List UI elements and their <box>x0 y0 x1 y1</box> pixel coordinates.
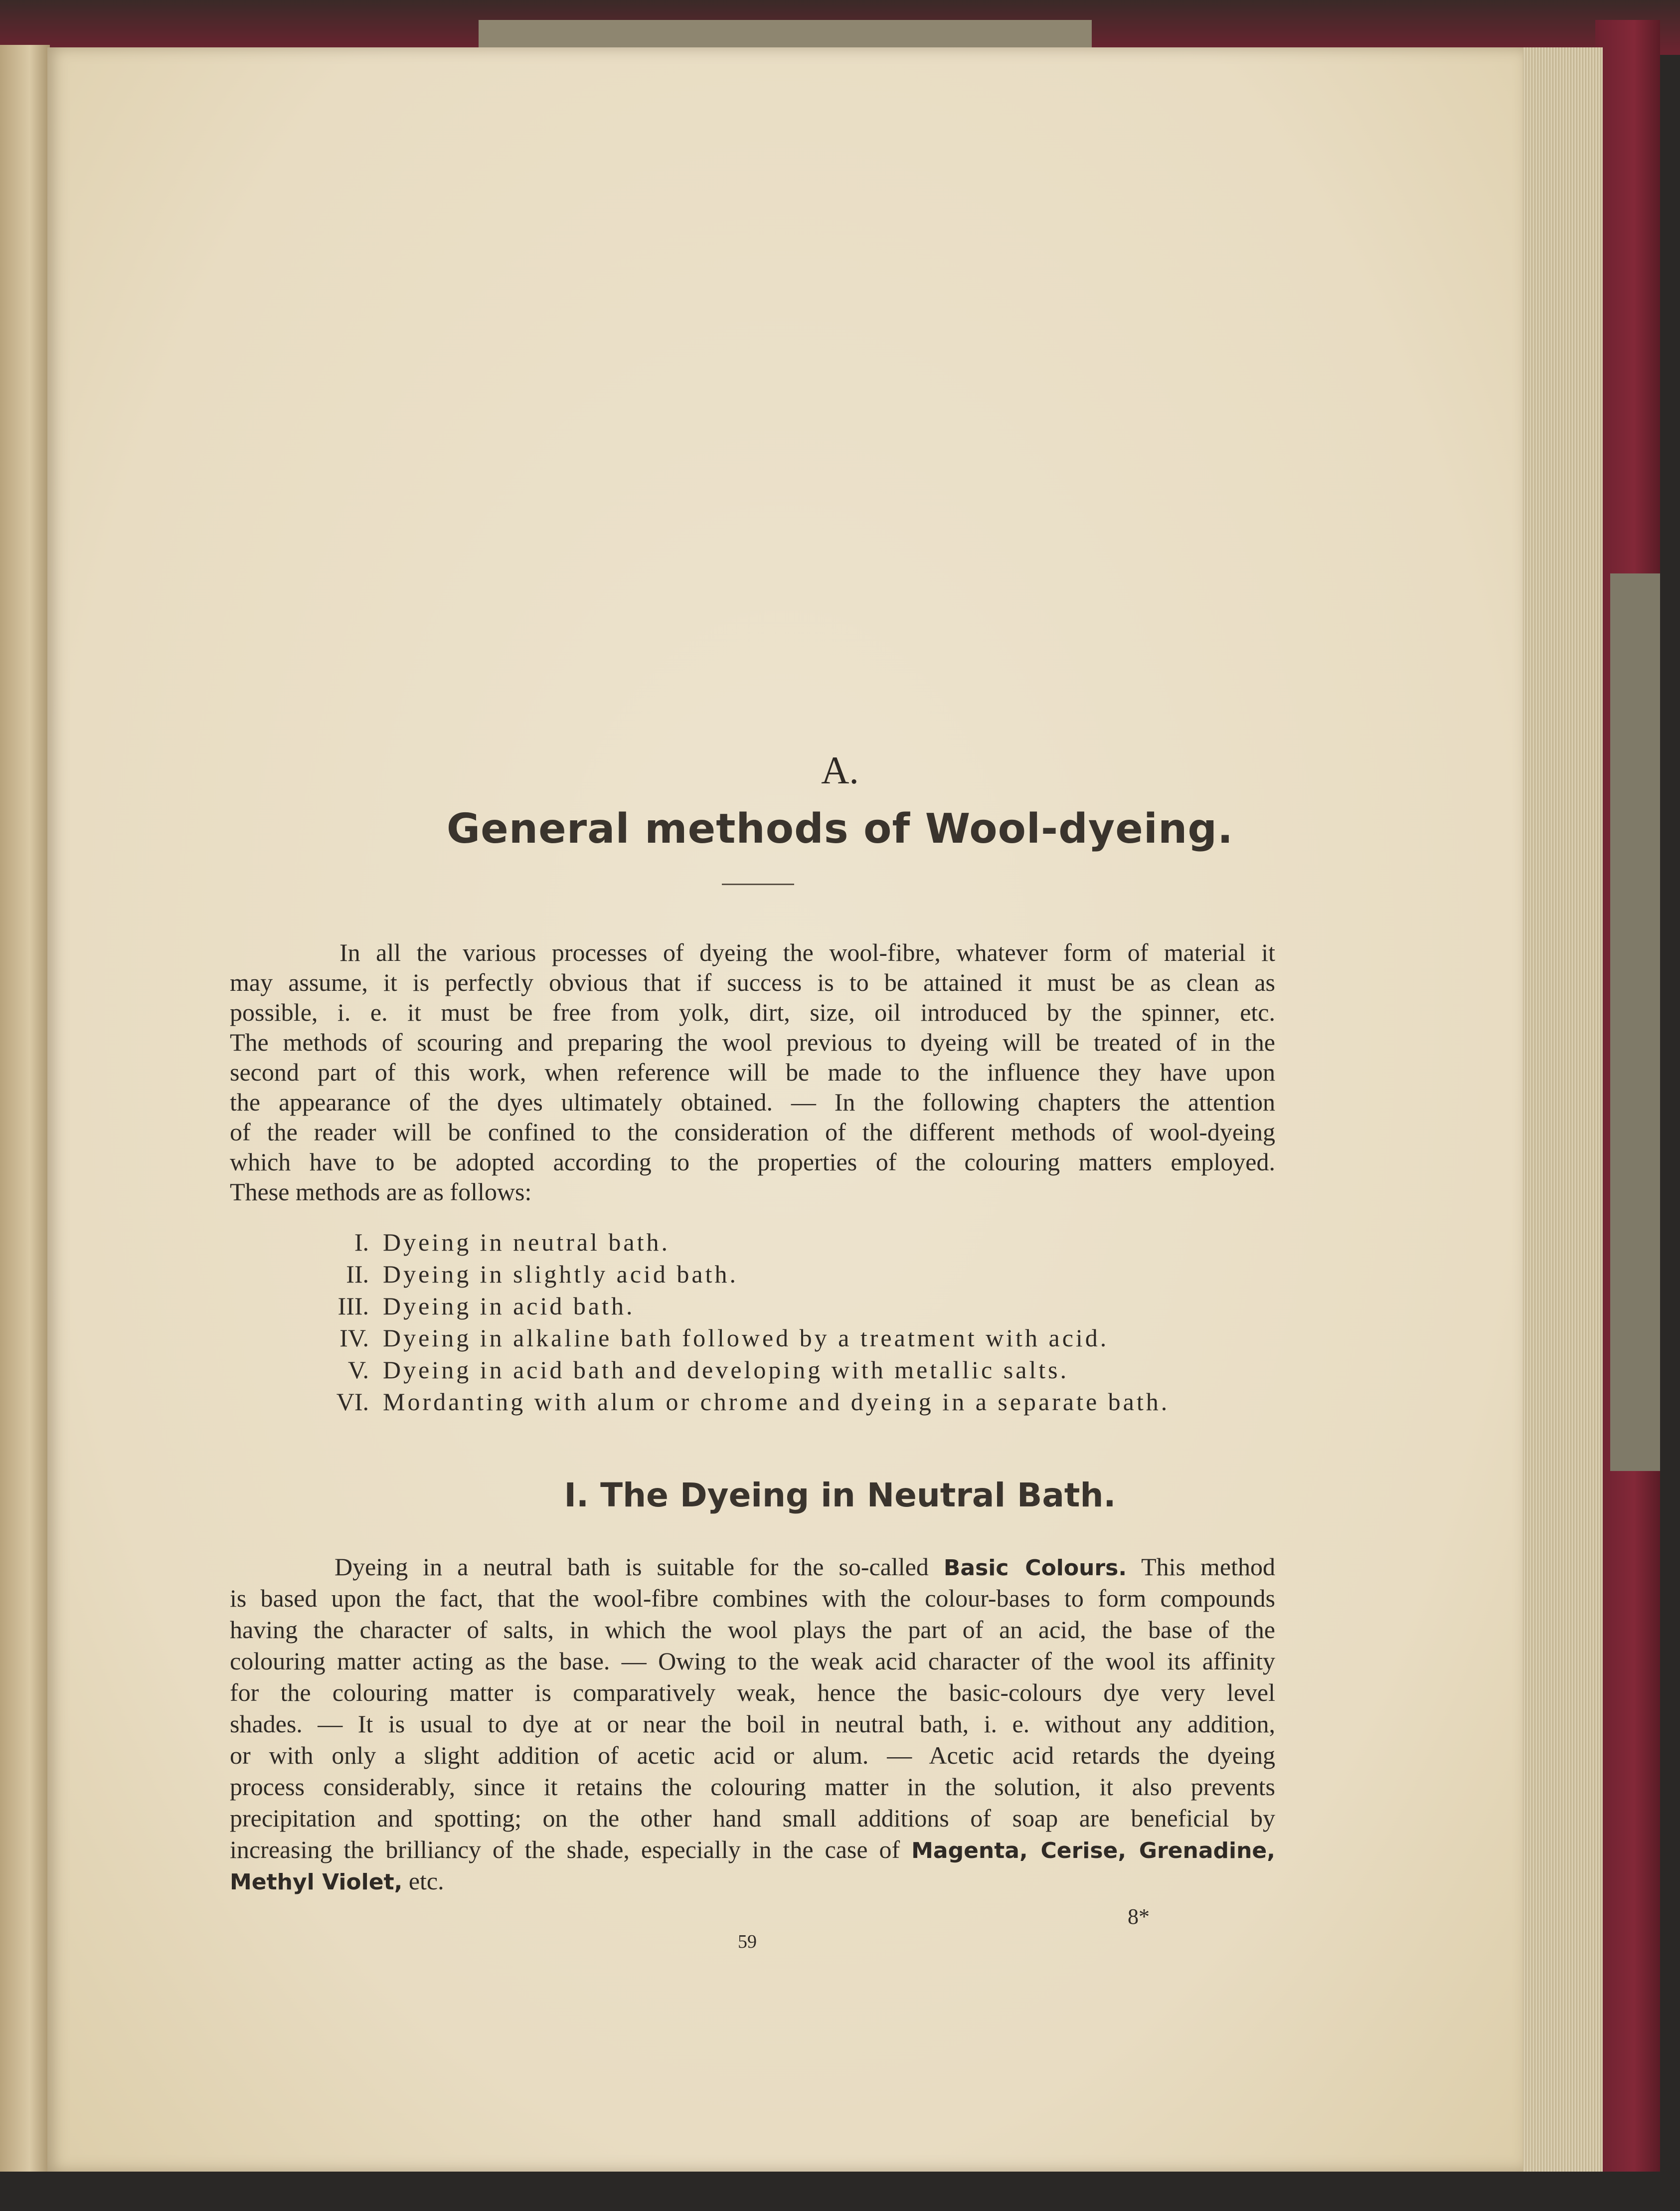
text-run: the appearance of the dyes ultimately obtained. — In the following chapters the attention <box>230 1088 1275 1116</box>
text-run: for the colouring matter is comparatively weak, hence the basic-colours dye very level <box>230 1678 1275 1706</box>
text-line <box>230 1177 1275 1207</box>
text-run: possible, i. e. it must be free from yolk, dirt, size, oil introduced by the spinner, etc. <box>230 998 1275 1026</box>
text-line <box>230 1709 1275 1739</box>
text-run: Dyeing in a neutral bath is suitable for the so-called <box>335 1553 944 1581</box>
text-run: These methods are as follows: <box>230 1178 532 1206</box>
method-text: Mordanting with alum or chrome and dyeing in a separate bath. <box>383 1388 1170 1416</box>
method-number: VI. <box>336 1388 369 1416</box>
text-line <box>339 937 1275 967</box>
text-line <box>230 1646 1275 1676</box>
method-number: I. <box>354 1228 369 1256</box>
bold-term: Basic Colours. <box>943 1555 1127 1581</box>
text-run: increasing the brilliancy of the shade, especially in the case of <box>230 1836 912 1863</box>
method-text: Dyeing in slightly acid bath. <box>383 1260 738 1288</box>
text-run: process considerably, since it retains the colouring matter in the solution, it also prevents <box>230 1773 1275 1801</box>
text-run: which have to be adopted according to the properties of the colouring matters employed. <box>230 1148 1275 1176</box>
text-line <box>230 1772 1275 1802</box>
chapter-title: General methods of Wool-dyeing. <box>446 805 1234 853</box>
background-bottom <box>0 2172 1680 2211</box>
text-line <box>230 1027 1275 1057</box>
text-line <box>230 1583 1275 1613</box>
page-edges <box>1520 47 1603 2172</box>
text-run: etc. <box>402 1867 444 1895</box>
bold-term: Methyl Violet, <box>230 1869 403 1895</box>
method-number: V. <box>347 1356 369 1384</box>
text-line <box>230 967 1275 997</box>
text-line <box>230 1057 1275 1087</box>
section-heading: I. The Dyeing in Neutral Bath. <box>564 1476 1116 1514</box>
method-text: Dyeing in acid bath. <box>383 1292 635 1320</box>
text-run: In all the various processes of dyeing the wool-fibre, whatever form of material it <box>339 938 1275 966</box>
method-text: Dyeing in acid bath and developing with metallic salts. <box>383 1356 1069 1384</box>
text-line <box>230 997 1275 1027</box>
method-text: Dyeing in alkaline bath followed by a treatment with acid. <box>383 1324 1109 1352</box>
text-line <box>230 1087 1275 1117</box>
method-number: III. <box>337 1292 369 1320</box>
text-line <box>230 1147 1275 1177</box>
text-line <box>230 1740 1275 1770</box>
signature-mark: 8* <box>1128 1904 1150 1929</box>
text-line <box>230 1866 1275 1897</box>
method-number: IV. <box>339 1324 369 1352</box>
bold-term: Magenta, Cerise, Grenadine, <box>911 1838 1275 1863</box>
book-spine-strip <box>479 20 1092 50</box>
text-run: precipitation and spotting; on the other hand small additions of soap are beneficial by <box>230 1804 1275 1832</box>
text-line <box>230 1677 1275 1707</box>
text-run: having the character of salts, in which the wool plays the part of an acid, the base of the <box>230 1616 1275 1644</box>
text-run: is based upon the fact, that the wool-fibre combines with the colour-bases to form compounds <box>230 1584 1275 1612</box>
text-line <box>230 1835 1275 1866</box>
book-cover-worn-patch <box>1610 573 1660 1471</box>
text-line <box>230 1803 1275 1833</box>
text-run: may assume, it is perfectly obvious that if success is to be attained it must be as clean as <box>230 968 1275 996</box>
text-run: or with only a slight addition of acetic acid or alum. — Acetic acid retards the dyeing <box>230 1741 1275 1769</box>
text-line <box>230 1117 1275 1147</box>
text-run: second part of this work, when reference will be made to the influence they have upon <box>230 1058 1275 1086</box>
text-line <box>230 1615 1275 1645</box>
text-run: shades. — It is usual to dye at or near the boil in neutral bath, i. e. without any addition, <box>230 1710 1275 1738</box>
previous-page-edge <box>0 45 50 2174</box>
text-run: This method <box>1127 1553 1275 1581</box>
text-run: The methods of scouring and preparing the wool previous to dyeing will be treated of in the <box>230 1028 1275 1056</box>
text-line <box>335 1552 1275 1583</box>
title-rule <box>722 884 794 885</box>
text-run: of the reader will be confined to the consideration of the different methods of wool-dyeing <box>230 1118 1275 1146</box>
method-text: Dyeing in neutral bath. <box>383 1228 670 1256</box>
text-run: colouring matter acting as the base. — Owing to the weak acid character of the wool its affinity <box>230 1647 1275 1675</box>
section-letter: A. <box>821 748 859 792</box>
page-number: 59 <box>738 1931 757 1952</box>
method-number: II. <box>346 1260 369 1288</box>
